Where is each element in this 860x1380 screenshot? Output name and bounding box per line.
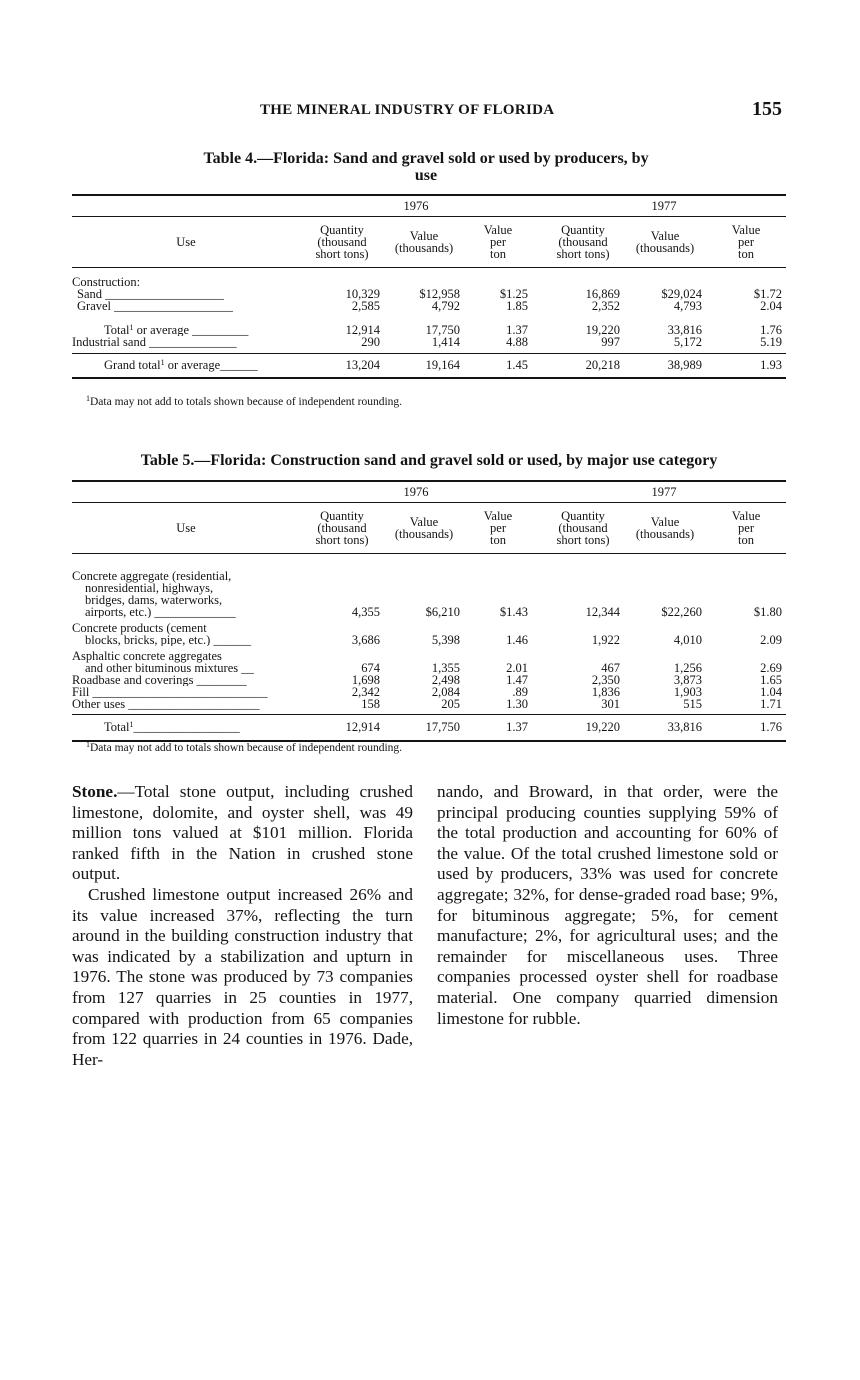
cell: 515 bbox=[683, 696, 703, 711]
table-row bbox=[72, 646, 786, 674]
cell: 1.45 bbox=[464, 354, 532, 378]
cell: $12,958 bbox=[419, 286, 460, 301]
cell: $1.25 bbox=[499, 286, 529, 301]
cell: 16,869 bbox=[585, 286, 621, 301]
running-title: THE MINERAL INDUSTRY OF FLORIDA bbox=[260, 102, 555, 118]
quantity-column-header: Quantity (thousand short tons) bbox=[542, 217, 624, 268]
cell: 1,256 bbox=[673, 660, 703, 675]
cell: 2.69 bbox=[760, 660, 783, 675]
cell: 1,922 bbox=[591, 632, 621, 647]
cell: 4,010 bbox=[673, 632, 703, 647]
cell: 1.65 bbox=[760, 672, 783, 687]
value-column-header: Value (thousands) bbox=[384, 503, 464, 554]
cell: 4,355 bbox=[351, 604, 380, 619]
cell: 1.76 bbox=[760, 322, 783, 337]
cell: 5,172 bbox=[673, 334, 703, 349]
spacer bbox=[532, 217, 542, 268]
cell: 290 bbox=[361, 334, 380, 349]
table-row bbox=[72, 354, 786, 378]
cell: 17,750 bbox=[384, 715, 464, 741]
value-column-header: Value (thousands) bbox=[624, 503, 706, 554]
cell: $1.43 bbox=[499, 604, 529, 619]
page-number: 155 bbox=[752, 98, 782, 120]
table-row bbox=[72, 674, 786, 686]
cell: 1,903 bbox=[673, 684, 703, 699]
cell: 5,398 bbox=[431, 632, 460, 647]
cell: 1.93 bbox=[706, 354, 786, 378]
cell: 4,793 bbox=[673, 298, 703, 313]
cell: 12,344 bbox=[585, 604, 621, 619]
cell: 467 bbox=[601, 660, 621, 675]
table-row bbox=[72, 336, 786, 348]
year-1976-header: 1976 bbox=[300, 481, 532, 503]
cell: 1.04 bbox=[760, 684, 783, 699]
cell: 2,342 bbox=[351, 684, 380, 699]
year-header-row bbox=[72, 481, 786, 503]
row-label: Total$^1$_________________ bbox=[72, 715, 300, 741]
cell: 2,498 bbox=[431, 672, 460, 687]
cell: $1.72 bbox=[753, 286, 783, 301]
table-4-footnote: $^1$Data may not add to totals shown because of independent rounding. bbox=[86, 394, 403, 408]
cell: 674 bbox=[361, 660, 380, 675]
value-column-header: Value (thousands) bbox=[624, 217, 706, 268]
row-label: Industrial sand ______________ bbox=[72, 335, 237, 348]
value-column-header: Value (thousands) bbox=[384, 217, 464, 268]
table-5 bbox=[72, 480, 786, 742]
cell: 301 bbox=[601, 696, 621, 711]
table-5-footnote: $^1$Data may not add to totals shown because of independent rounding. bbox=[86, 740, 403, 754]
value-per-ton-column-header: Value per ton bbox=[706, 217, 786, 268]
table-row bbox=[72, 300, 786, 312]
cell: 1.76 bbox=[706, 715, 786, 741]
cell: 33,816 bbox=[667, 322, 703, 337]
spacer bbox=[72, 195, 300, 217]
cell: 19,220 bbox=[585, 322, 621, 337]
cell: 1.37 bbox=[464, 715, 532, 741]
cell: 4.88 bbox=[506, 334, 529, 349]
table-5-caption: Table 5.—Florida: Construction sand and gravel sold or used, by major use category bbox=[140, 452, 718, 469]
cell: 2.01 bbox=[506, 660, 529, 675]
paragraph: nando, and Broward, in that order, were the principal producing counties supplying 59% of the total production and accounting for 60% of the value. Of the total crushed limestone sold or used by producers, 33% was used for concrete aggregate; 32%, for dense-graded road base; 9%, for bituminous aggregate; 5%, for cement manufacture; 2%, for agricultural uses; and the remainder for miscellaneous uses. Three companies processed oyster shell for roadbase material. One company quarried dimension limestone for rubble. bbox=[437, 782, 778, 1028]
spacer bbox=[532, 503, 542, 554]
cell: 19,220 bbox=[542, 715, 624, 741]
spacer bbox=[532, 195, 542, 217]
row-label: Roadbase and coverings ________ bbox=[72, 673, 247, 686]
cell: $22,260 bbox=[661, 604, 703, 619]
cell: 3,686 bbox=[351, 632, 380, 647]
cell: 2.04 bbox=[760, 298, 783, 313]
cell: 2,350 bbox=[591, 672, 621, 687]
running-head bbox=[72, 100, 786, 124]
column-header-row bbox=[72, 217, 786, 268]
cell: 1.85 bbox=[506, 298, 529, 313]
cell: $1.80 bbox=[753, 604, 783, 619]
row-label: Concrete products (cement blocks, bricks, pipe, etc.) ______ bbox=[72, 620, 251, 646]
value-per-ton-column-header: Value per ton bbox=[464, 503, 532, 554]
cell: 1.71 bbox=[760, 696, 783, 711]
column-header-row bbox=[72, 503, 786, 554]
run-in-heading: Stone. bbox=[72, 782, 118, 801]
row-label: Fill ____________________________ bbox=[72, 685, 268, 698]
cell: .89 bbox=[512, 684, 529, 699]
cell: 12,914 bbox=[300, 715, 384, 741]
cell: $6,210 bbox=[425, 604, 460, 619]
quantity-column-header: Quantity (thousand short tons) bbox=[542, 503, 624, 554]
table-row bbox=[72, 686, 786, 698]
quantity-column-header: Quantity (thousand short tons) bbox=[300, 503, 384, 554]
row-label: Sand ___________________ bbox=[77, 287, 224, 300]
cell: 997 bbox=[601, 334, 621, 349]
cell: 158 bbox=[361, 696, 380, 711]
text-column-right bbox=[437, 782, 778, 1029]
cell: 12,914 bbox=[345, 322, 380, 337]
cell: 1,698 bbox=[351, 672, 380, 687]
cell: 5.19 bbox=[760, 334, 783, 349]
cell: 19,164 bbox=[384, 354, 464, 378]
paragraph: Crushed limestone output increased 26% and its value increased 37%, reflecting the turn around in the building construction industry that was indicated by a stabilization and upturn in 1976. The stone was produced by 73 companies from 127 quarries in 25 counties in 1977, compared with production from 65 companies from 122 quarries in 24 counties in 1976. Dade, Her- bbox=[72, 884, 413, 1069]
cell: 38,989 bbox=[624, 354, 706, 378]
row-label: Construction: bbox=[72, 274, 141, 288]
cell: 2.09 bbox=[760, 632, 783, 647]
cell: 2,585 bbox=[351, 298, 380, 313]
cell: 1,355 bbox=[431, 660, 460, 675]
table-row bbox=[72, 715, 786, 741]
cell: 1,836 bbox=[591, 684, 621, 699]
cell: 10,329 bbox=[345, 286, 380, 301]
table-row bbox=[72, 698, 786, 710]
row-label: Asphaltic concrete aggregates and other bituminous mixtures __ bbox=[72, 648, 254, 674]
cell: 2,352 bbox=[591, 298, 621, 313]
row-label: Other uses _____________________ bbox=[72, 697, 260, 710]
cell: $29,024 bbox=[661, 286, 703, 301]
table-row bbox=[72, 268, 786, 288]
paragraph: Stone.—Total stone output, including crushed limestone, dolomite, and oyster shell, was 49 million tons valued at $101 million. Florida ranked fifth in the Nation in crushed stone output. bbox=[72, 782, 413, 884]
table-4 bbox=[72, 194, 786, 379]
cell: 2,084 bbox=[431, 684, 460, 699]
quantity-column-header: Quantity (thousand short tons) bbox=[300, 217, 384, 268]
cell: 205 bbox=[441, 696, 460, 711]
cell: 1,414 bbox=[431, 334, 460, 349]
cell: 1.46 bbox=[506, 632, 529, 647]
table-row bbox=[72, 618, 786, 646]
row-label: Grand total$^1$ or average______ bbox=[72, 354, 300, 378]
table-row bbox=[72, 312, 786, 336]
year-1977-header: 1977 bbox=[542, 481, 786, 503]
spacer bbox=[532, 481, 542, 503]
cell: 3,873 bbox=[673, 672, 703, 687]
table-4-caption: Table 4.—Florida: Sand and gravel sold or used by producers, by use bbox=[203, 150, 649, 184]
cell: 1.37 bbox=[506, 322, 529, 337]
spacer bbox=[72, 481, 300, 503]
use-column-header: Use bbox=[72, 503, 300, 554]
cell: 4,792 bbox=[431, 298, 460, 313]
cell: 17,750 bbox=[425, 322, 460, 337]
value-per-ton-column-header: Value per ton bbox=[464, 217, 532, 268]
use-column-header: Use bbox=[72, 217, 300, 268]
year-header-row bbox=[72, 195, 786, 217]
table-row bbox=[72, 570, 786, 618]
cell: 1.30 bbox=[506, 696, 529, 711]
year-1976-header: 1976 bbox=[300, 195, 532, 217]
text-column-left bbox=[72, 782, 413, 1070]
row-label: Total$^1$ or average _________ bbox=[104, 322, 249, 336]
cell: 20,218 bbox=[542, 354, 624, 378]
table-row bbox=[72, 288, 786, 300]
year-1977-header: 1977 bbox=[542, 195, 786, 217]
cell: 13,204 bbox=[300, 354, 384, 378]
row-label: Concrete aggregate (residential, nonresidential, highways, bridges, dams, waterworks, airports, etc.) _____________ bbox=[72, 569, 236, 618]
row-label: Gravel ___________________ bbox=[77, 299, 233, 312]
cell: 33,816 bbox=[624, 715, 706, 741]
cell: 1.47 bbox=[506, 672, 529, 687]
value-per-ton-column-header: Value per ton bbox=[706, 503, 786, 554]
